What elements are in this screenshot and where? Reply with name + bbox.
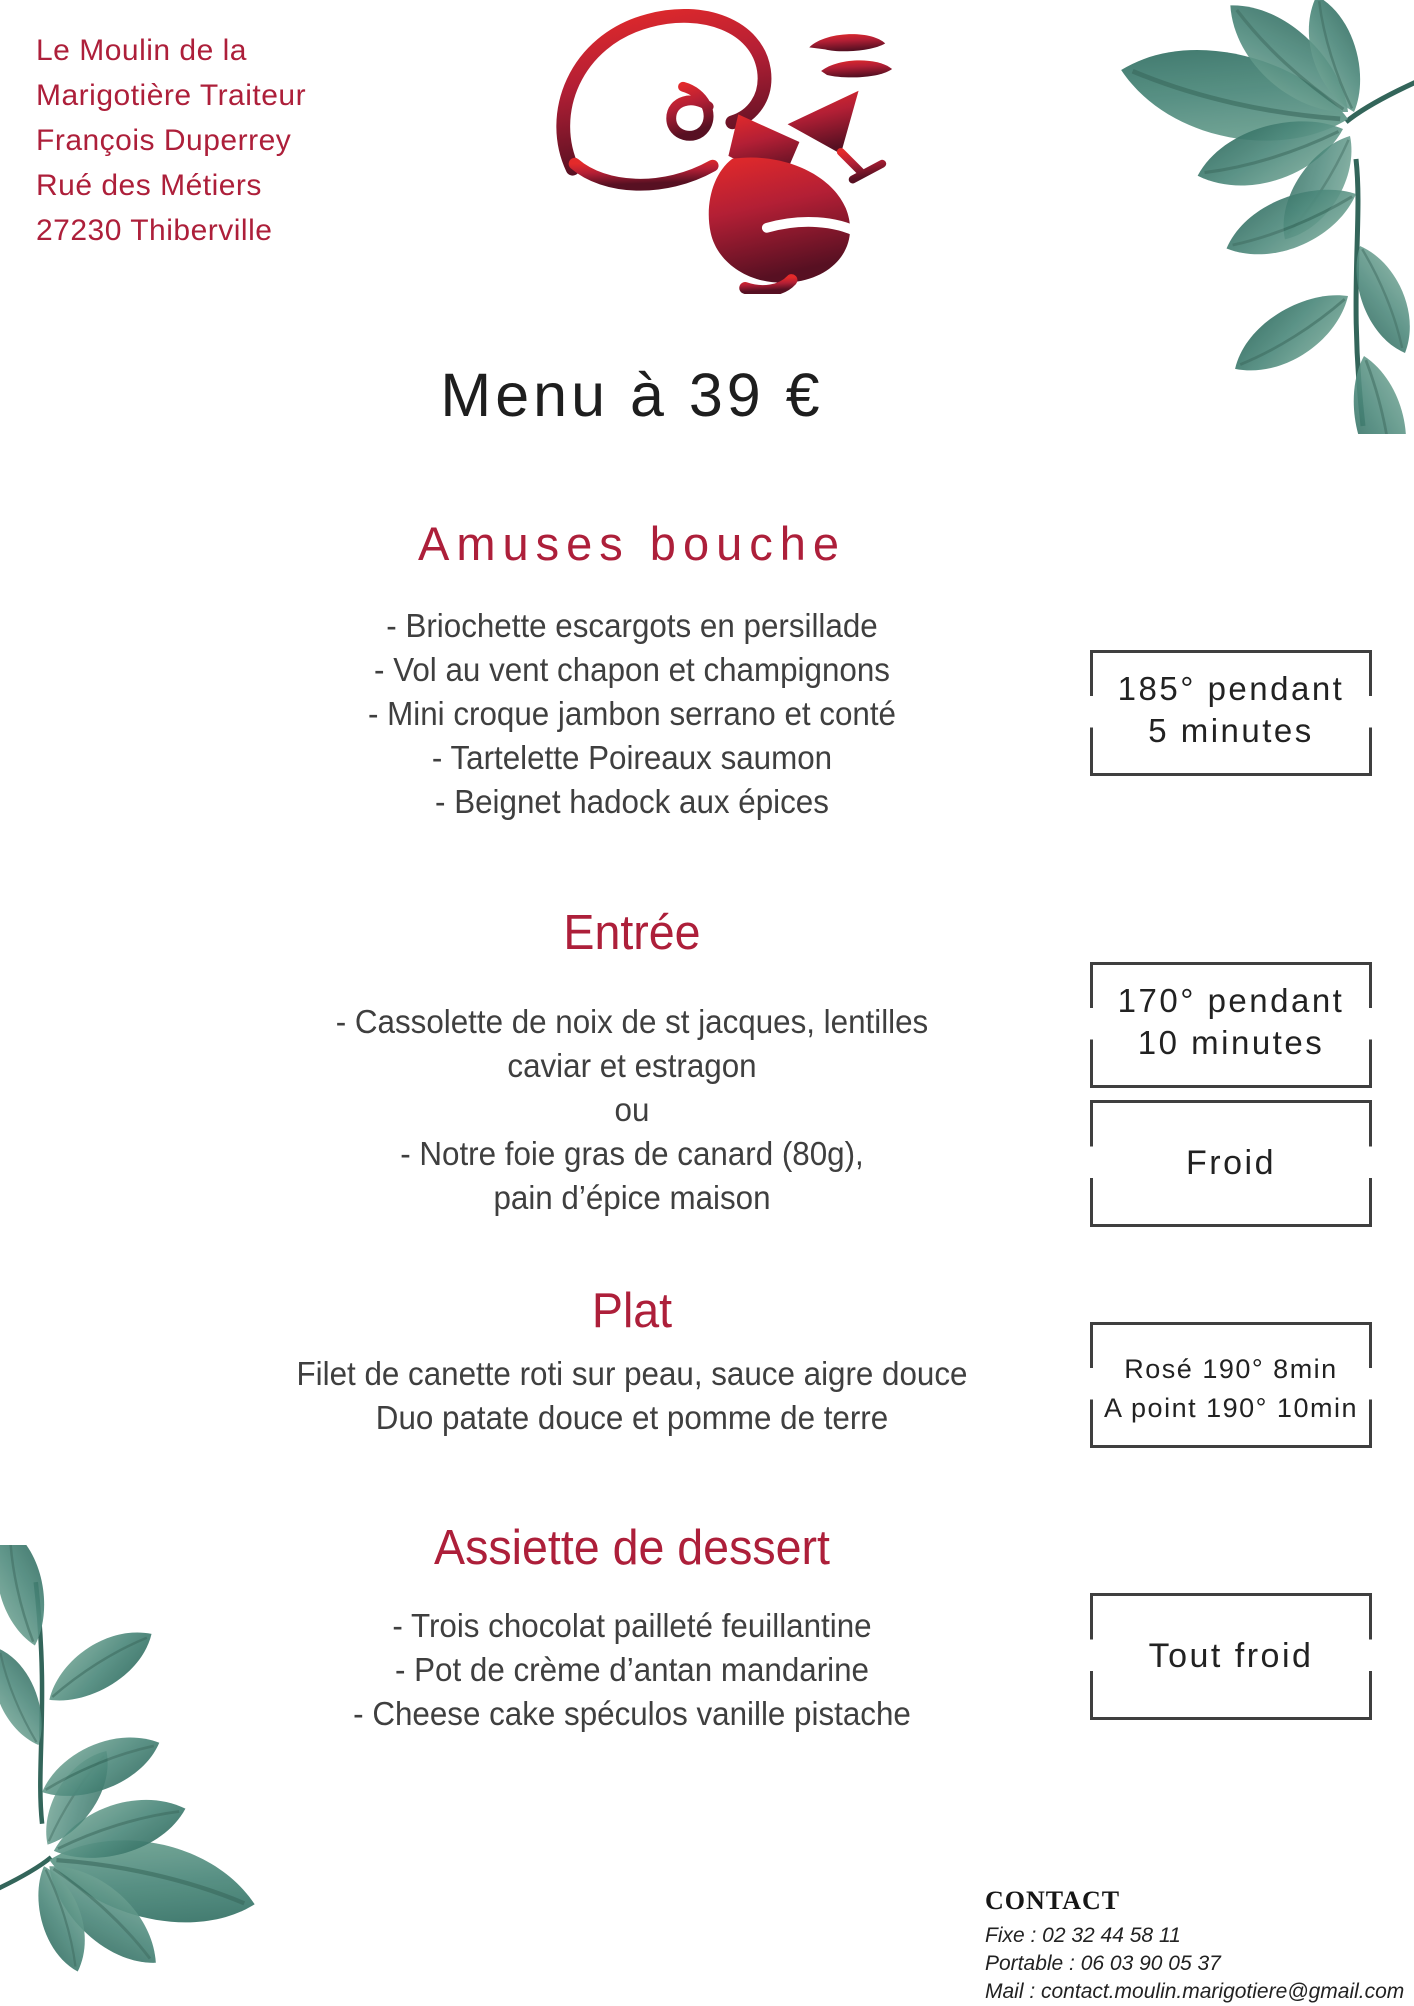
contact-portable: Portable : 06 03 90 05 37 [985,1952,1221,1975]
menu-item: pain d’épice maison [493,1179,771,1216]
address-line: Marigotière Traiteur [36,79,307,112]
cooking-box-line: 10 minutes [1137,1024,1325,1061]
menu-item: - Beignet hadock aux épices [435,783,829,820]
menu-item: Duo patate douce et pomme de terre [375,1399,889,1436]
contact-block [985,1886,1410,2006]
cooking-box-line: 5 minutes [1148,712,1314,749]
section-heading-entree: Entrée [563,906,701,960]
menu-title: Menu à 39 € [440,361,824,429]
contact-fixe: Fixe : 02 32 44 58 11 [985,1924,1181,1947]
cooking-box-line: 185° pendant [1117,670,1345,707]
cooking-box-line: Tout froid [1148,1637,1314,1675]
address-line: François Duperrey [36,124,292,157]
cooking-box-entree-cold [1090,1100,1372,1227]
menu-item: Filet de canette roti sur peau, sauce aigre douce [296,1355,968,1392]
cooking-box-plat [1090,1322,1372,1448]
menu-item: - Trois chocolat pailleté feuillantine [392,1607,872,1644]
business-address [36,28,306,253]
address-line: Le Moulin de la [36,34,247,67]
menu-item: - Briochette escargots en persillade [386,607,878,644]
section-heading-dessert: Assiette de dessert [434,1521,830,1575]
section-heading-amuses-bouche: Amuses bouche [417,517,847,570]
cooking-box-amuses [1090,650,1372,776]
menu-item: ou [614,1091,650,1128]
menu-item: caviar et estragon [507,1047,757,1084]
cooking-box-line: A point 190° 10min [1104,1393,1358,1423]
chef-cocktail-logo-icon [545,0,900,294]
contact-heading: CONTACT [985,1886,1121,1915]
cooking-box-line: 170° pendant [1117,982,1345,1019]
section-items-amuses-bouche [32,604,1233,824]
cooking-box-dessert [1090,1593,1372,1720]
cooking-box-line: Froid [1186,1144,1276,1182]
address-line: Rué des Métiers [36,169,262,202]
cooking-box-entree-hot [1090,962,1372,1088]
contact-mail: Mail : contact.moulin.marigotiere@gmail.com [985,1980,1405,2003]
menu-item: - Tartelette Poireaux saumon [431,739,833,776]
section-items-plat [32,1352,1233,1440]
section-heading-plat: Plat [591,1284,673,1338]
cooking-box-line: Rosé 190° 8min [1124,1354,1338,1384]
menu-item: - Cheese cake spéculos vanille pistache [353,1695,911,1732]
menu-item: - Cassolette de noix de st jacques, lentilles [335,1003,929,1040]
menu-item: - Notre foie gras de canard (80g), [400,1135,864,1172]
section-items-dessert [32,1604,1233,1736]
menu-item: - Pot de crème d’antan mandarine [394,1651,869,1688]
menu-item: - Vol au vent chapon et champignons [374,651,890,688]
menu-item: - Mini croque jambon serrano et conté [368,695,896,732]
address-line: 27230 Thiberville [36,214,273,247]
section-items-entree [32,1000,1233,1220]
